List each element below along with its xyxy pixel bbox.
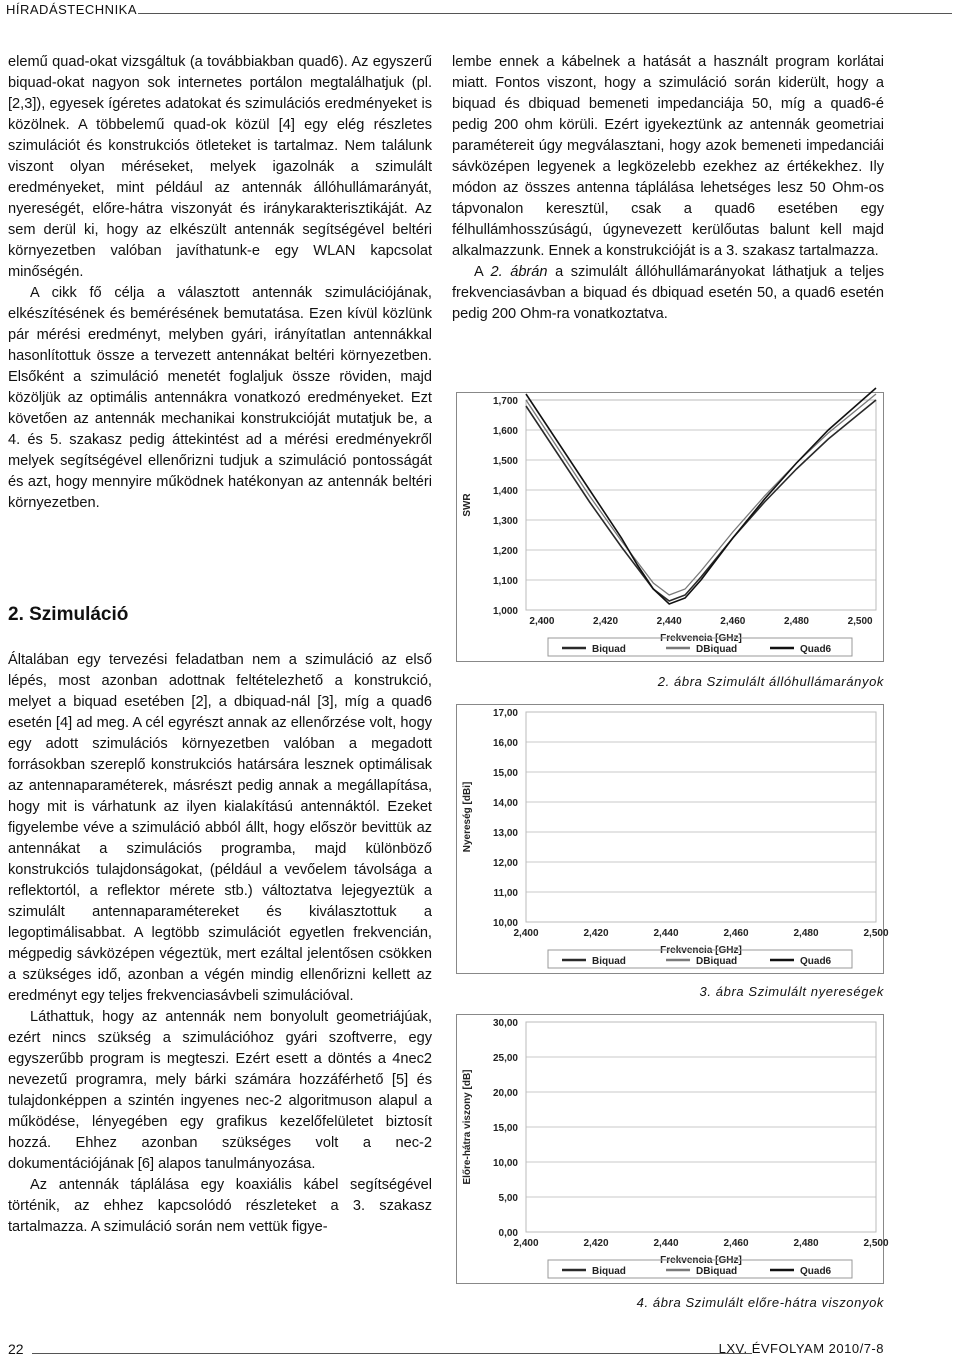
- y-axis-label: Nyereség [dBi]: [462, 781, 473, 853]
- paragraph: elemű quad-okat vizsgáltuk (a továbbiakban quad6). Az egyszerű biquad-okat nagyon sok internetes portálon megtalálhatjuk (pl. [2,3]), egyesek ígéretes adatokat és szimulációs eredményeket is közölnek. A többelemű quad-ok közül [4] egy elég részletes szimulációt és konstrukciós ötleteket is tartalmaz. Nem találunk viszont olyan méréseket, melyek igazolnák a szimulált eredményeket, mint például az antennák állóhullámarányát, nyereségét, előre-hátra viszonyát és iránykarakterisztikáját. Az sem derül ki, hogy az elkészült antennák segítségével beltéri környezetben valóban javíthatunk-e egy WLAN kapcsolat minőségén.: [8, 54, 432, 280]
- page-number: 22: [8, 1341, 24, 1357]
- section-heading: 2. Szimuláció: [8, 604, 129, 625]
- legend-label: DBiquad: [696, 1266, 738, 1277]
- x-tick-label: 2,500: [863, 928, 889, 939]
- y-tick-label: 25,00: [492, 1053, 518, 1064]
- figure-reference: 2. ábrán: [490, 264, 548, 280]
- y-tick-label: 13,00: [492, 828, 518, 839]
- figref-prefix: A: [474, 264, 491, 280]
- x-tick-label: 2,400: [513, 1238, 539, 1249]
- y-tick-label: 0,00: [498, 1228, 518, 1239]
- y-tick-label: 12,00: [492, 858, 518, 869]
- x-tick-label: 2,420: [583, 1238, 609, 1249]
- left-column-top: [8, 52, 432, 514]
- paragraph-figure-ref: [452, 262, 884, 325]
- paragraph: Általában egy tervezési feladatban nem a szimuláció az első lépés, most azonban adottnak feltételezhető a konstrukció, melyet a biquad esetében [2], a dbiquad-nál [3], míg a quad6 esetén [4] ad meg. A cél egyrészt annak az ellenőrzése volt, hogy egy adott szimulációs környezetben valóban a megadott forrásokban szereplő konstrukciós határsára lesznek optimálisak az antennaparaméterek, másrészt pedig annak a megállapítása, hogy mit is várhatunk az ilyen kialakítású antennáktól. Ezeket figyelembe véve a szimuláció abból állt, hogy először bevittük az antennákat a szimulációs programba, majd különböző konstrukciós tulajdonságokat, (például a vevőelem távolsága a reflektortól, a reflektor mérete stb.) változtatva lejegyeztük a szimulált antennaparamétereket és kiválasztottuk a legoptimálisabbat. A legtöbb szimulációt egyetlen frekvencián, mégpedig sávközépen végeztük, mert ezáltal jelentősen csökken a szükséges idő, azonban a végén mindig ellenőrizni kellett az eredményt egy teljes frekvenciasávbeli szimulációval.: [8, 652, 432, 1004]
- y-tick-label: 15,00: [492, 768, 518, 779]
- swr-chart: [456, 392, 884, 662]
- figure-2-swr: [456, 392, 884, 662]
- y-tick-label: 17,00: [492, 708, 518, 719]
- x-tick-label: 2,480: [793, 1238, 819, 1249]
- x-tick-label: 2,400: [513, 928, 539, 939]
- paragraph: Láthattuk, hogy az antennák nem bonyolult geometriájúak, ezért nincs szükség a szimulációhoz gyári szoftverre, egy egyszerűbb program is megteszi. Ezért esett a döntés a 4nec2 nevezetű programra, mely bárki számára hozzáférhető [5] és tulajdonképpen a szintén ingyenes nec-2 algoritmuson alapul a működése, lényegében egy grafikus kezelőfelületet biztosít hozzá. Ehhez azonban szükséges volt a nec-2 dokumentációjának [6] alapos tanulmányozása.: [8, 1009, 432, 1172]
- x-tick-label: 2,460: [723, 928, 749, 939]
- figure-4-caption: 4. ábra Szimulált előre-hátra viszonyok: [636, 1295, 884, 1310]
- x-tick-label: 2,460: [720, 616, 746, 627]
- y-tick-label: 10,00: [492, 918, 518, 929]
- figure-3-caption: 3. ábra Szimulált nyereségek: [699, 984, 884, 999]
- x-tick-label: 2,480: [783, 616, 809, 627]
- x-axis-label: Frekvencia [GHz]: [660, 945, 742, 956]
- y-tick-label: 14,00: [492, 798, 518, 809]
- left-column-bottom: [8, 650, 432, 1238]
- footer-rule: [32, 1353, 752, 1354]
- gain-chart: [456, 704, 889, 974]
- legend-label: Biquad: [592, 644, 626, 655]
- y-tick-label: 1,100: [492, 576, 518, 587]
- y-axis-label: SWR: [462, 493, 473, 517]
- front-back-chart: [456, 1014, 889, 1284]
- y-tick-label: 5,00: [498, 1193, 518, 1204]
- y-axis-label: Előre-hátra viszony [dB]: [462, 1069, 473, 1185]
- x-tick-label: 2,420: [583, 928, 609, 939]
- y-tick-label: 1,000: [492, 606, 518, 617]
- x-tick-label: 2,500: [847, 616, 873, 627]
- y-tick-label: 1,700: [492, 396, 518, 407]
- figure-3-gain: [456, 704, 889, 974]
- x-axis-label: Frekvencia [GHz]: [660, 1255, 742, 1266]
- x-tick-label: 2,460: [723, 1238, 749, 1249]
- legend-label: DBiquad: [696, 956, 738, 967]
- y-tick-label: 1,300: [492, 516, 518, 527]
- figref-rest: a szimulált állóhullámarányokat láthatjuk a teljes frekvenciasávban a biquad és dbiquad esetén 50, a quad6 esetén pedig 200 Ohm-ra vonatkoztatva.: [452, 264, 884, 322]
- y-tick-label: 10,00: [492, 1158, 518, 1169]
- y-tick-label: 30,00: [492, 1018, 518, 1029]
- figure-2-caption: 2. ábra Szimulált állóhullámarányok: [657, 674, 884, 689]
- header-rule: [138, 13, 952, 14]
- y-tick-label: 15,00: [492, 1123, 518, 1134]
- x-tick-label: 2,420: [593, 616, 619, 627]
- x-tick-label: 2,500: [863, 1238, 889, 1249]
- x-tick-label: 2,440: [653, 1238, 679, 1249]
- right-column-top: [452, 52, 884, 325]
- figure-4-front-back: [456, 1014, 889, 1284]
- y-tick-label: 1,500: [492, 456, 518, 467]
- x-axis-label: Frekvencia [GHz]: [660, 633, 742, 644]
- y-tick-label: 1,400: [492, 486, 518, 497]
- y-tick-label: 1,600: [492, 426, 518, 437]
- volume-info: LXV. ÉVFOLYAM 2010/7-8: [718, 1341, 884, 1356]
- legend-label: Biquad: [592, 1266, 626, 1277]
- legend-label: Quad6: [800, 1266, 832, 1277]
- paragraph: A cikk fő célja a választott antennák szimulációjának, elkészítésének és bemérésének bemutatása. Ezen kívül közlünk pár mérési eredményt, melyben gyári, irányítatlan antennákkal hasonlítottuk össze a tervezett antennákat beltéri környezetben. Elsőként a szimuláció menetét foglaljuk össze röviden, majd közöljük az optimális antennákra vonatkozó eredményeket. Ezt követően az antennák mechanikai konstrukcióját mutatjuk be, a 4. és 5. szakasz pedig áttekintést ad a mérési eredményekről melyek segítségével ellenőrizni tudjuk a szimuláció pontosságát és azt, hogy mennyire működnek hatékonyan az antennák beltéri környezetben.: [8, 285, 432, 511]
- x-tick-label: 2,440: [656, 616, 682, 627]
- legend-label: Biquad: [592, 956, 626, 967]
- y-tick-label: 16,00: [492, 738, 518, 749]
- paragraph: lembe ennek a kábelnek a hatását a használt program korlátai miatt. Fontos viszont, hogy a szimuláció során kiderült, hogy a biquad és dbiquad bemeneti impedanciája 50, míg a quad6-é pedig 200 ohm körüli. Ezért igyekeztünk az antennák geometriai paramétereit úgy megválasztani, hogy azok bemeneti impedanciái sávközépen legyenek a legközelebb ezekhez az értékekhez. Ily módon az összes antenna táplálása lehetséges lesz 50 Ohm-os tápvonalon keresztül, csak a quad6 esetében egy félhullámhosszúságú, úgynevezett kerülőutas balunt kell majd alkalmazzunk. Ennek a konstrukcióját is a 3. szakasz tartalmazza.: [452, 54, 884, 259]
- x-tick-label: 2,440: [653, 928, 679, 939]
- y-tick-label: 11,00: [493, 888, 518, 899]
- legend-label: Quad6: [800, 956, 832, 967]
- legend-label: Quad6: [800, 644, 832, 655]
- y-tick-label: 20,00: [492, 1088, 518, 1099]
- running-header: [0, 0, 960, 22]
- y-tick-label: 1,200: [492, 546, 518, 557]
- journal-title: HÍRADÁSTECHNIKA: [6, 2, 138, 17]
- legend-label: DBiquad: [696, 644, 738, 655]
- x-tick-label: 2,480: [793, 928, 819, 939]
- paragraph: Az antennák táplálása egy koaxiális kábel segítségével történik, az ehhez kapcsolódó részleteket a 3. szakasz tartalmazza. A szimuláció során nem vettük figye-: [8, 1177, 432, 1235]
- x-tick-label: 2,400: [529, 616, 555, 627]
